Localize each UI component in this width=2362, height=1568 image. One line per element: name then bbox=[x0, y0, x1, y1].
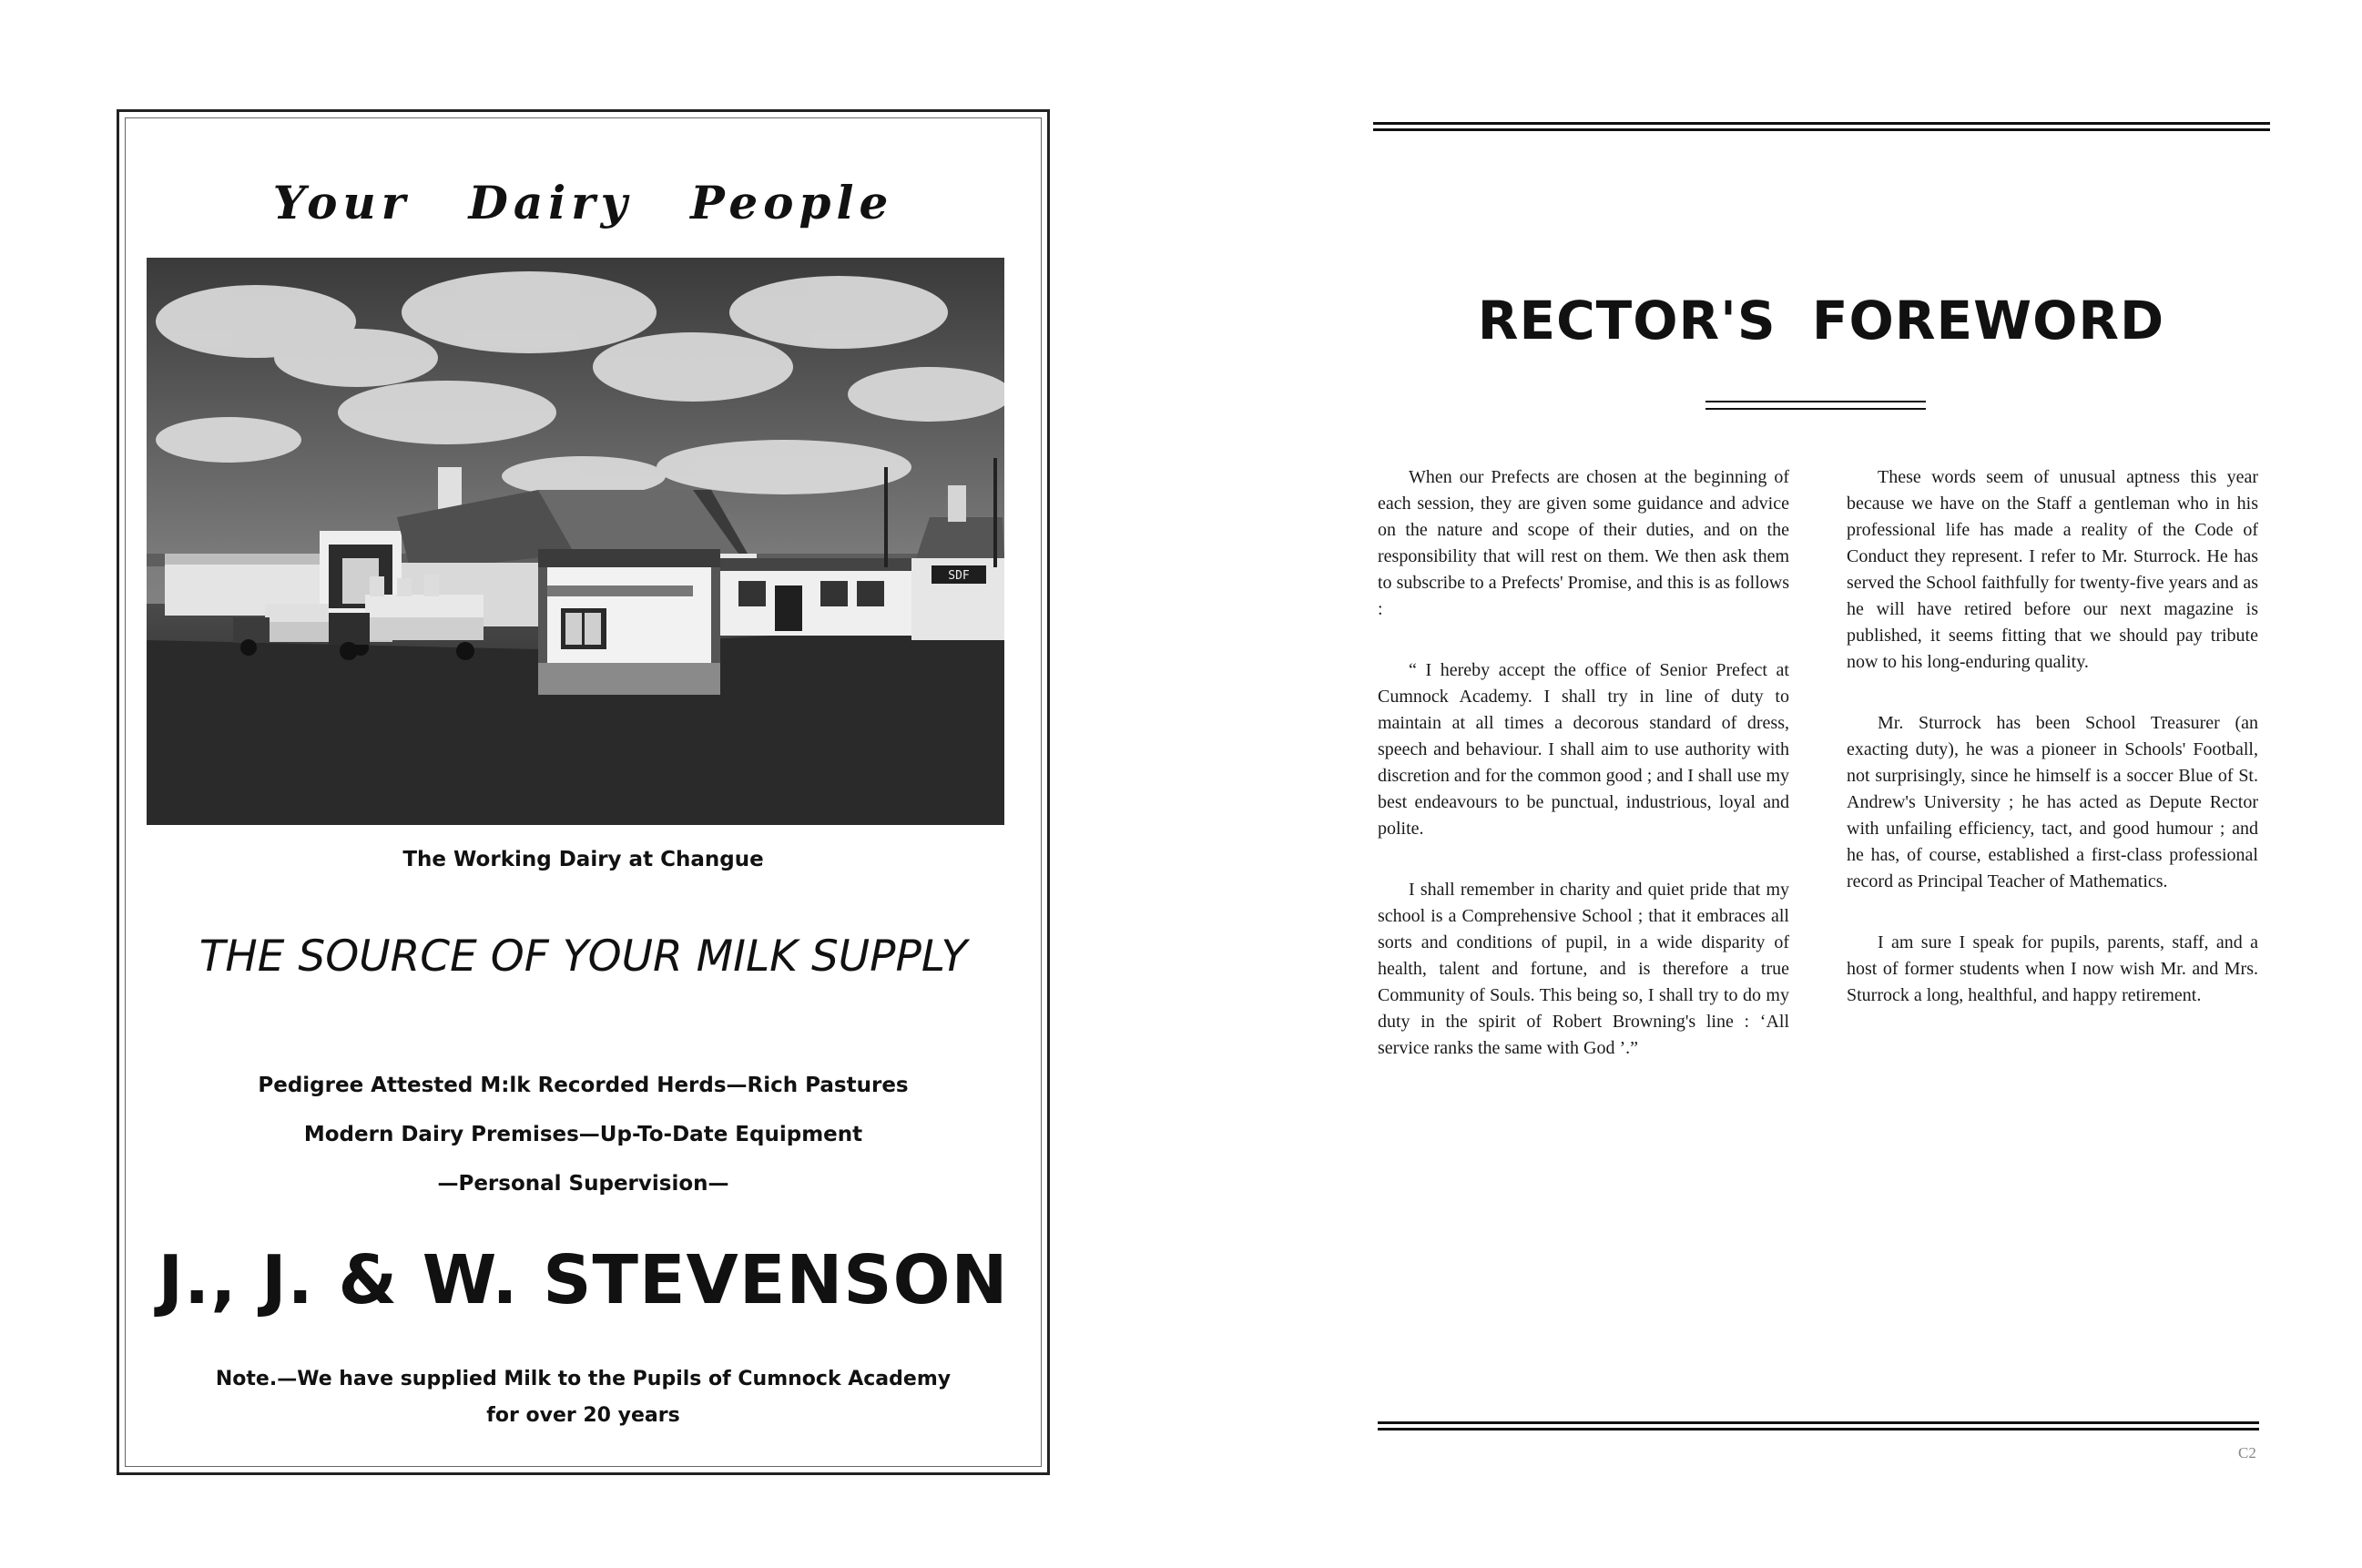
dairy-photo bbox=[147, 258, 1004, 825]
top-double-rule bbox=[1373, 122, 2270, 131]
paragraph: “ I hereby accept the office of Senior Prefect at Cumnock Academy. I shall try in line of duty to maintain at all times a decorous standard of dress, speech and behaviour. I shall aim to use authority with discretion and for the common good ; and I shall use my best endeavours to be punctual, industrious, loyal and polite. bbox=[1378, 660, 1789, 839]
heading-rule bbox=[1705, 401, 1926, 410]
page-title: RECTOR'S FOREWORD bbox=[1477, 290, 2165, 351]
note-line: Note.—We have supplied Milk to the Pupils of Cumnock Academy bbox=[215, 1368, 952, 1390]
advert-page bbox=[117, 109, 1050, 1475]
note-line: for over 20 years bbox=[486, 1404, 680, 1427]
advert-title: Your Dairy People bbox=[272, 176, 894, 229]
company-name: J., J. & W. STEVENSON bbox=[158, 1241, 1009, 1319]
feature-line: —Personal Supervision— bbox=[437, 1172, 729, 1196]
foreword-column-left bbox=[1378, 464, 1789, 1096]
bottom-double-rule bbox=[1378, 1421, 2259, 1431]
feature-line: Modern Dairy Premises—Up-To-Date Equipment bbox=[303, 1123, 863, 1146]
advert-features bbox=[119, 1061, 1047, 1208]
advert-note bbox=[119, 1361, 1047, 1434]
paragraph: Mr. Sturrock has been School Treasurer (an exacting duty), he was a pioneer in Schools' Football, not surprisingly, since he himself is a soccer Blue of St. Andrew's University ; he has acted as Depute Rector with unfailing efficiency, tact, and good humour ; and he has, of course, established a first-class professional record as Principal Teacher of Mathematics. bbox=[1847, 713, 2258, 891]
paragraph: These words seem of unusual aptness this year because we have on the Staff a gentleman who in his professional life has made a reality of the Code of Conduct they represent. I refer to Mr. Sturrock. He has served the School faithfully for twenty-five years and as he will have retired before our next magazine is published, it seems fitting that we should pay tribute now to his long-enduring quality. bbox=[1847, 467, 2258, 672]
page-mark: C2 bbox=[2238, 1444, 2256, 1461]
advert-headline: THE SOURCE OF YOUR MILK SUPPLY bbox=[199, 932, 968, 982]
foreword-column-right bbox=[1847, 464, 2258, 1044]
paragraph: I am sure I speak for pupils, parents, staff, and a host of former students when I now wish Mr. and Mrs. Sturrock a long, healthful, and happy retirement. bbox=[1847, 932, 2258, 1005]
photo-caption: The Working Dairy at Changue bbox=[402, 848, 764, 871]
building-sign: SDF bbox=[948, 569, 970, 583]
paragraph: I shall remember in charity and quiet pride that my school is a Comprehensive School ; that it embraces all sorts and conditions of pupil, in a wide disparity of health, talent and fortune, and is therefore a true Community of Souls. This being so, I shall try to do my duty in the spirit of Robert Browning's line : ‘All service ranks the same with God ’.” bbox=[1378, 880, 1789, 1058]
paragraph: When our Prefects are chosen at the beginning of each session, they are given some guidance and advice on the nature and scope of their duties, and on the responsibility that will rest on them. We then ask them to subscribe to a Prefects' Promise, and this is as follows : bbox=[1378, 467, 1789, 619]
feature-line: Pedigree Attested M:lk Recorded Herds—Rich Pastures bbox=[258, 1074, 909, 1097]
